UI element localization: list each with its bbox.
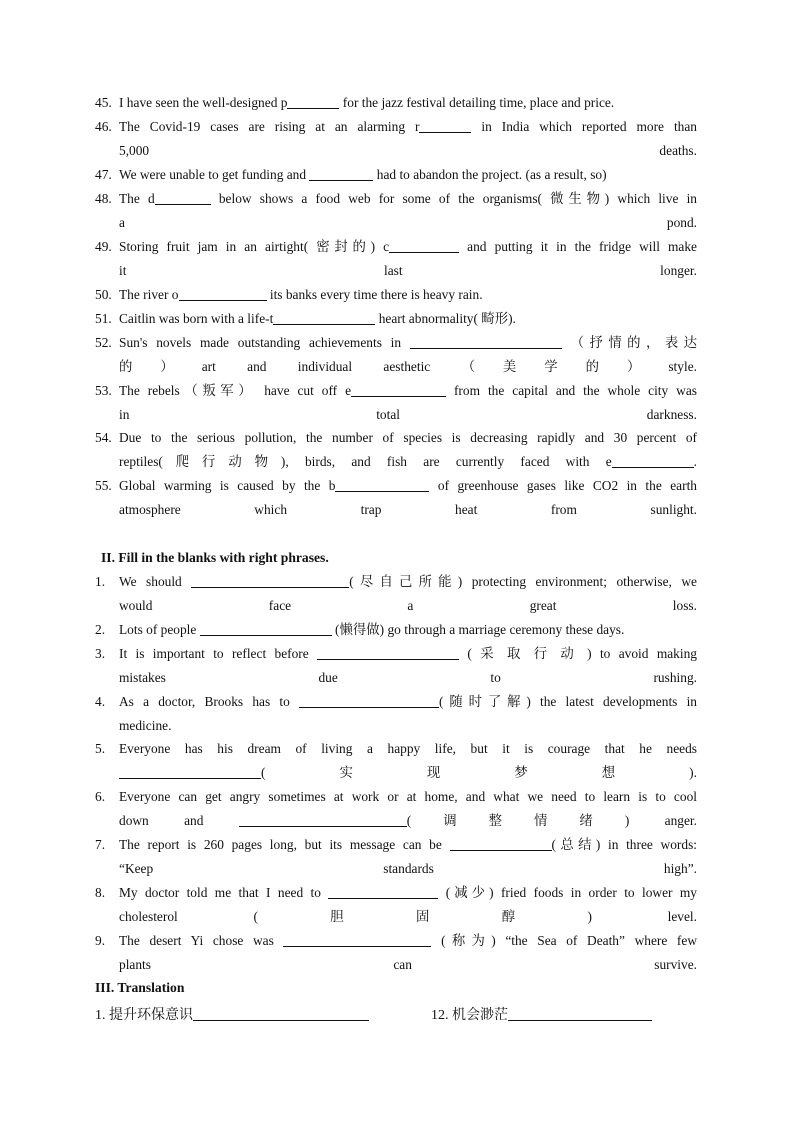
question-text — [119, 187, 697, 235]
translation-prompt: 机会渺茫 — [452, 1007, 508, 1023]
question-text-part: As a doctor, Brooks has to — [119, 694, 300, 709]
question-line — [119, 905, 697, 929]
question-number: 8. — [95, 885, 106, 900]
question-text-part: Lots of people — [119, 622, 200, 637]
question-line — [119, 91, 697, 115]
question-line — [119, 115, 697, 139]
question-item — [95, 929, 697, 977]
question-line — [119, 809, 697, 833]
question-text-part: in total darkness. — [119, 407, 697, 422]
question-line — [119, 857, 697, 881]
question-text — [119, 115, 697, 163]
question-line — [119, 737, 697, 761]
question-line — [119, 642, 697, 666]
answer-blank[interactable] — [419, 118, 471, 133]
question-text-part: a pond. — [119, 215, 697, 230]
question-text-part: The rebels（叛军） have cut off e — [119, 383, 352, 398]
question-text-part: ( 采 取 行 动 ) to avoid making — [459, 646, 697, 661]
question-text-part: down and — [119, 813, 239, 828]
question-text-part: Storing fruit jam in an airtight( 密封的) c — [119, 239, 390, 254]
question-text — [119, 929, 697, 977]
question-text — [119, 426, 697, 474]
question-item — [95, 690, 697, 738]
question-text-part: 的）art and individual aesthetic （美学的）style. — [119, 359, 697, 374]
question-line — [119, 426, 697, 450]
question-item — [95, 163, 697, 187]
question-line — [119, 929, 697, 953]
answer-blank[interactable] — [328, 884, 438, 899]
question-text-part: Everyone has his dream of living a happy life, but it is courage that he needs — [119, 741, 697, 756]
question-text-part: 5,000 deaths. — [119, 143, 697, 158]
question-text-part: My doctor told me that I need to — [119, 885, 329, 900]
question-number: 1. — [95, 574, 106, 589]
question-line — [119, 785, 697, 809]
section-heading: II. Fill in the blanks with right phrases. — [101, 550, 329, 565]
question-number: 12. — [431, 1008, 449, 1023]
question-line — [119, 761, 697, 785]
answer-blank[interactable] — [200, 621, 332, 636]
question-line — [119, 953, 697, 977]
question-text-part: would face a great loss. — [119, 598, 697, 613]
question-text-part: heart abnormality( 畸形). — [375, 311, 516, 326]
answer-blank[interactable] — [335, 477, 429, 492]
answer-blank[interactable] — [283, 932, 431, 947]
question-number: 46. — [95, 119, 112, 134]
question-line — [119, 211, 697, 235]
question-item — [95, 379, 697, 427]
question-item — [95, 331, 697, 379]
question-item — [95, 785, 697, 833]
question-line — [119, 881, 697, 905]
question-text-part: The Covid-19 cases are rising at an alarming r — [119, 119, 420, 134]
question-text — [119, 690, 697, 738]
question-text-part: (减少) fried foods in order to lower my — [438, 885, 697, 900]
question-item — [95, 307, 697, 331]
question-text-part: for the jazz festival detailing time, place and price. — [339, 95, 615, 110]
question-text-part: I have seen the well-designed p — [119, 95, 288, 110]
question-text-part: The desert Yi chose was — [119, 933, 284, 948]
answer-blank[interactable] — [287, 94, 339, 109]
question-text-part: reptiles(爬行动物), birds, and fish are currently faced with e — [119, 454, 612, 469]
translation-blank[interactable] — [193, 1006, 369, 1021]
question-text — [119, 283, 697, 307]
question-line — [119, 474, 697, 498]
question-text-part: mistakes due to rushing. — [119, 670, 697, 685]
answer-blank[interactable] — [239, 812, 407, 827]
answer-blank[interactable] — [309, 166, 373, 181]
question-text-part: (随时了解) the latest developments in — [439, 694, 697, 709]
question-line — [119, 259, 697, 283]
question-text-part: medicine. — [119, 718, 172, 733]
question-text-part: in India which reported more than — [471, 119, 697, 134]
answer-blank[interactable] — [317, 645, 459, 660]
question-line — [119, 594, 697, 618]
question-line — [119, 331, 697, 355]
answer-blank[interactable] — [351, 382, 446, 397]
question-line — [119, 139, 697, 163]
question-text-part: cholesterol (胆固醇) level. — [119, 909, 697, 924]
question-text-part: Sun's novels made outstanding achievements in — [119, 335, 410, 350]
question-text-part: Global warming is caused by the b — [119, 478, 336, 493]
question-number: 7. — [95, 837, 106, 852]
question-text-part: of greenhouse gases like CO2 in the earth — [429, 478, 697, 493]
question-text-part: （抒情的，表达 — [561, 335, 698, 350]
question-text-part: We should — [119, 574, 192, 589]
question-number: 53. — [95, 383, 112, 398]
question-number: 45. — [95, 95, 112, 110]
question-text-part: The d — [119, 191, 155, 206]
answer-blank[interactable] — [299, 693, 439, 708]
question-line — [119, 283, 697, 307]
question-item — [95, 618, 697, 642]
question-item — [95, 570, 697, 618]
question-number: 48. — [95, 191, 112, 206]
question-text-part: (懒得做) go through a marriage ceremony these days. — [331, 622, 625, 637]
question-line — [119, 235, 697, 259]
question-text-part: (实现梦想). — [261, 765, 697, 780]
question-item — [95, 737, 697, 785]
question-text — [119, 91, 697, 115]
question-number: 49. — [95, 239, 112, 254]
question-item — [95, 91, 697, 115]
translation-item — [431, 1004, 652, 1027]
question-line — [119, 570, 697, 594]
question-item — [95, 426, 697, 474]
question-text-part: (总结) in three words: — [551, 837, 698, 852]
question-text — [119, 570, 697, 618]
question-item — [95, 881, 697, 929]
question-text-part: (尽自己所能) protecting environment; otherwise, we — [349, 574, 697, 589]
answer-blank[interactable] — [191, 573, 349, 588]
question-number: 4. — [95, 694, 106, 709]
answer-blank[interactable] — [273, 310, 375, 325]
question-number: 5. — [95, 741, 106, 756]
answer-blank[interactable] — [179, 286, 267, 301]
answer-blank[interactable] — [389, 238, 459, 253]
question-text-part: (调整情绪) anger. — [406, 813, 697, 828]
question-number: 3. — [95, 646, 106, 661]
question-number: 9. — [95, 933, 106, 948]
question-text-part: . — [693, 454, 697, 469]
question-item — [95, 187, 697, 235]
question-number: 55. — [95, 478, 112, 493]
question-text — [119, 785, 697, 833]
question-text-part: it last longer. — [119, 263, 697, 278]
question-text-part: and putting it in the fridge will make — [459, 239, 698, 254]
question-line — [119, 379, 697, 403]
question-text-part: from the capital and the whole city was — [446, 383, 697, 398]
question-number: 50. — [95, 287, 112, 302]
answer-blank[interactable] — [119, 764, 261, 779]
question-text — [119, 737, 697, 785]
answer-blank[interactable] — [410, 334, 562, 349]
question-text — [119, 618, 697, 642]
question-number: 54. — [95, 430, 112, 445]
question-line — [119, 833, 697, 857]
question-text — [119, 331, 697, 379]
question-text-part: The report is 260 pages long, but its message can be — [119, 837, 450, 852]
question-text-part: its banks every time there is heavy rain. — [266, 287, 483, 302]
question-number: 47. — [95, 167, 112, 182]
question-item — [95, 235, 697, 283]
answer-blank[interactable] — [612, 453, 694, 468]
question-text — [119, 474, 697, 522]
question-text — [119, 642, 697, 690]
question-line — [119, 450, 697, 474]
question-line — [119, 187, 697, 211]
question-text — [119, 881, 697, 929]
question-number: 51. — [95, 311, 112, 326]
question-text-part: (称为) “the Sea of Death” where few — [431, 933, 698, 948]
question-number: 1. — [95, 1008, 106, 1023]
question-number: 2. — [95, 622, 106, 637]
question-line — [119, 498, 697, 522]
question-text-part: It is important to reflect before — [119, 646, 318, 661]
question-item — [95, 115, 697, 163]
question-text-part: “Keep standards high”. — [119, 861, 697, 876]
question-line — [119, 714, 697, 738]
question-item — [95, 833, 697, 881]
question-text-part: had to abandon the project. (as a result, so) — [373, 167, 607, 182]
question-text-part: atmosphere which trap heat from sunlight. — [119, 502, 697, 517]
question-text-part: The river o — [119, 287, 179, 302]
question-item — [95, 474, 697, 522]
question-line — [119, 618, 697, 642]
question-item — [95, 283, 697, 307]
section-heading: III. Translation — [95, 980, 185, 995]
question-line — [119, 690, 697, 714]
translation-prompt: 提升环保意识 — [109, 1007, 193, 1023]
question-text — [119, 833, 697, 881]
question-text-part: plants can survive. — [119, 957, 697, 972]
answer-blank[interactable] — [450, 836, 552, 851]
question-text — [119, 163, 697, 187]
question-line — [119, 403, 697, 427]
question-text-part: Due to the serious pollution, the number of species is decreasing rapidly and 30 percent of — [119, 430, 697, 445]
question-text — [119, 379, 697, 427]
question-number: 6. — [95, 789, 106, 804]
question-line — [119, 307, 697, 331]
question-text-part: below shows a food web for some of the organisms( 微生物) which live in — [210, 191, 697, 206]
question-text — [119, 235, 697, 283]
question-item — [95, 642, 697, 690]
question-line — [119, 163, 697, 187]
question-text-part: Caitlin was born with a life-t — [119, 311, 274, 326]
question-line — [119, 666, 697, 690]
question-line — [119, 355, 697, 379]
question-text-part: Everyone can get angry sometimes at work or at home, and what we need to learn is to cool — [119, 789, 697, 804]
answer-blank[interactable] — [155, 190, 211, 205]
question-text-part: We were unable to get funding and — [119, 167, 310, 182]
translation-item — [95, 1004, 369, 1027]
question-number: 52. — [95, 335, 112, 350]
translation-blank[interactable] — [508, 1006, 652, 1021]
question-text — [119, 307, 697, 331]
